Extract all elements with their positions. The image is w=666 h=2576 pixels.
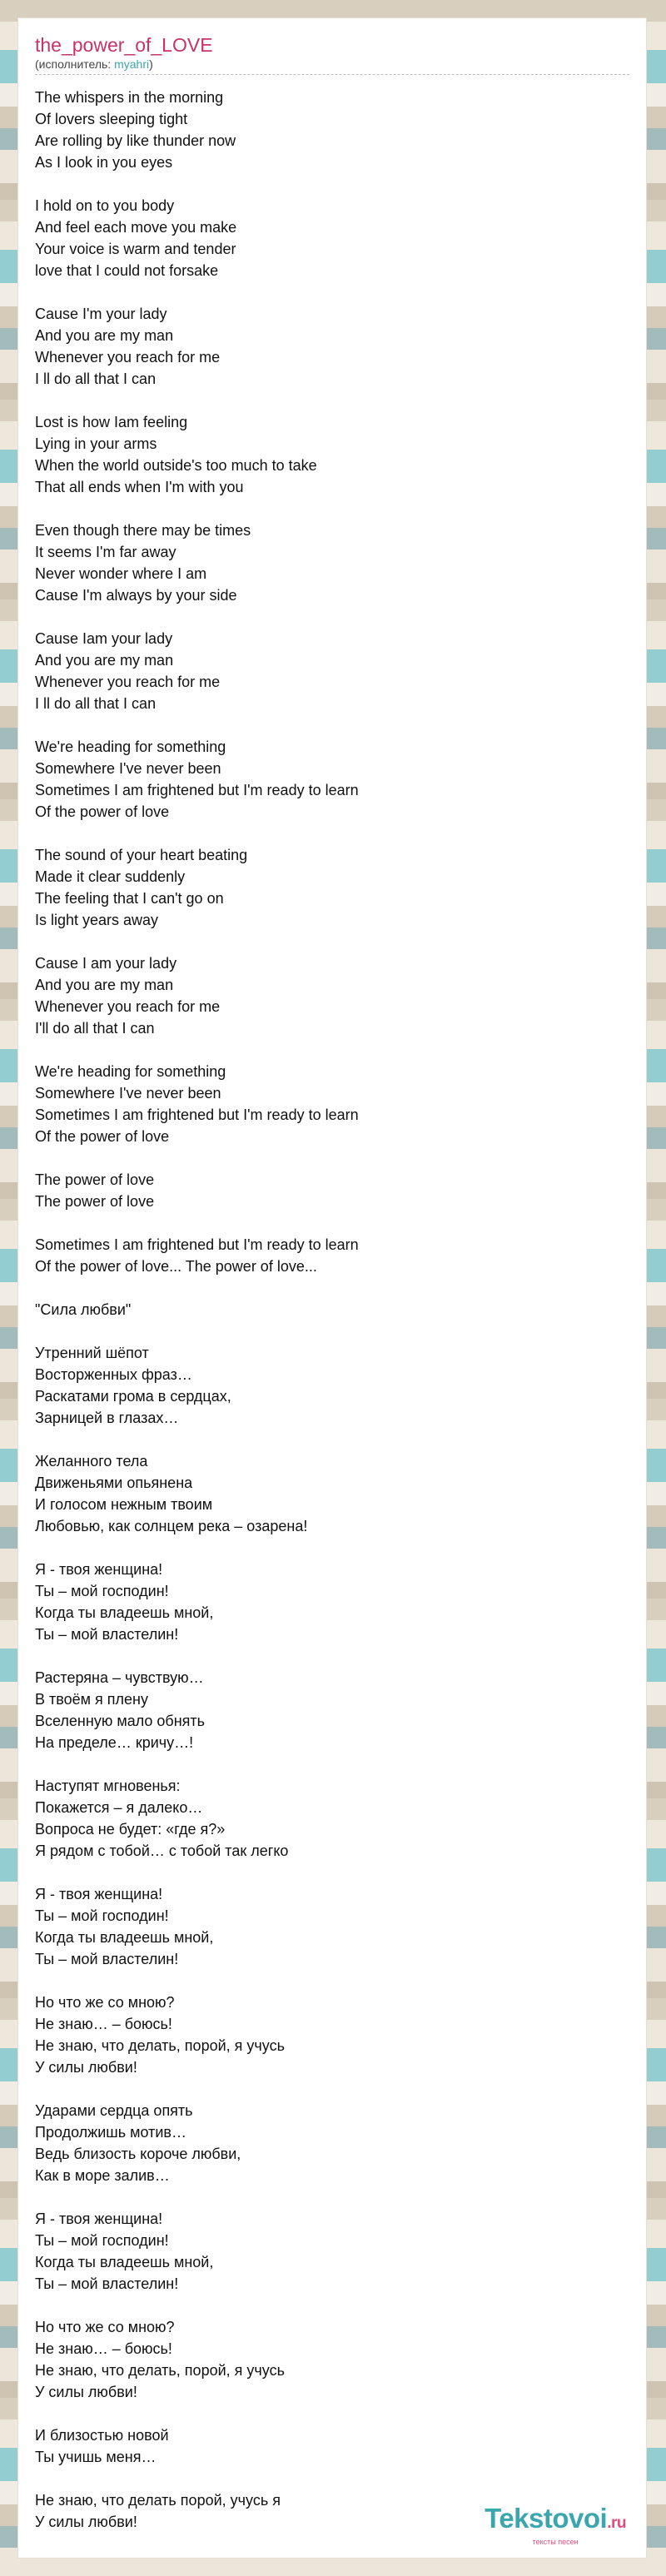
performer-suffix: ) [149,57,153,71]
lyric-line [35,1753,629,1775]
lyric-line: Я рядом с тобой… с тобой так легко [35,1842,289,1859]
lyric-line: Не знаю, что делать порой, учусь я [35,2492,281,2509]
lyric-line: Ты – мой господин! [35,1907,169,1924]
lyric-line: Не знаю… – боюсь! [35,2016,172,2032]
lyric-line: Cause I'm always by your side [35,587,237,604]
lyric-line: I hold on to you body [35,197,175,214]
lyric-line [35,931,629,952]
lyric-line [35,1537,629,1559]
performer-link[interactable]: myahri [114,57,150,71]
lyric-line: When the world outside's too much to take [35,457,317,474]
lyric-line: Продолжишь мотив… [35,2124,186,2141]
lyric-line [35,1320,629,1342]
lyric-line: Cause I'm your lady [35,306,167,322]
lyric-line: Раскатами грома в сердцах, [35,1388,231,1405]
lyric-line: Утренний шёпот [35,1345,149,1361]
lyrics-card [18,18,646,2558]
lyric-line [35,1212,629,1234]
lyric-line: Вселенную мало обнять [35,1713,206,1729]
lyric-line: Ты – мой властелин! [35,1951,179,1967]
lyric-line: "Сила любви" [35,1301,132,1318]
lyric-line: Of the power of love [35,803,170,820]
lyric-line [35,823,629,844]
lyric-line [35,606,629,628]
lyric-line: The feeling that I can't go on [35,890,224,907]
lyric-line: В твоём я плену [35,1691,148,1708]
lyric-line: Made it clear suddenly [35,868,186,885]
lyric-line: Lying in your arms [35,435,157,452]
lyric-line: И голосом нежным твоим [35,1496,213,1513]
lyric-line: I ll do all that I can [35,695,157,712]
lyric-line: Как в море залив… [35,2167,170,2184]
lyric-line: Whenever you reach for me [35,349,221,366]
lyric-line: У силы любви! [35,2514,137,2530]
lyric-line: Любовью, как солнцем река – озарена! [35,1518,308,1534]
lyric-line: Ты – мой властелин! [35,1626,179,1643]
lyric-line: Когда ты владеешь мной, [35,2254,214,2270]
lyric-line [35,1277,629,1299]
lyric-line: Не знаю, что делать, порой, я учусь [35,2037,285,2054]
lyric-line [35,498,629,520]
lyric-line: Ведь близость короче любви, [35,2146,241,2162]
lyric-line: love that I could not forsake [35,262,219,279]
song-header [35,33,629,75]
lyric-line [35,1039,629,1061]
lyric-line [35,173,629,195]
lyric-line: Желанного тела [35,1453,148,1470]
lyric-line: That all ends when I'm with you [35,479,244,495]
lyric-line [35,1645,629,1667]
lyric-line: Я - твоя женщина! [35,1886,163,1902]
lyric-line: Ты – мой господин! [35,1583,169,1599]
lyric-line: Когда ты владеешь мной, [35,1604,214,1621]
lyric-line: Не знаю, что делать, порой, я учусь [35,2362,285,2379]
lyric-line: Наступят мгновенья: [35,1778,181,1794]
performer-prefix: (исполнитель: [35,57,115,71]
lyric-line: Somewhere I've never been [35,1085,221,1102]
lyric-line: Of the power of love [35,1128,170,1145]
lyric-line: Cause I am your lady [35,955,177,972]
lyric-line: Не знаю… – боюсь! [35,2340,172,2357]
lyric-line: Я - твоя женщина! [35,2210,163,2227]
lyric-line: I ll do all that I can [35,370,157,387]
lyric-line: Cause Iam your lady [35,630,173,647]
lyric-line: Is light years away [35,912,159,928]
lyric-line: And you are my man [35,652,174,669]
lyric-line: Ты – мой властелин! [35,2275,179,2292]
lyric-line [35,1862,629,1883]
lyric-line: Ты учишь меня… [35,2449,157,2465]
lyric-line: As I look in you eyes [35,154,173,171]
lyric-line: Когда ты владеешь мной, [35,1929,214,1946]
lyric-line [35,2078,629,2100]
lyric-line: На пределе… кричу…! [35,1734,194,1751]
lyric-line: Я - твоя женщина! [35,1561,163,1578]
lyric-line: The power of love [35,1193,155,1210]
lyrics-text [35,87,629,2533]
lyric-line: And you are my man [35,977,174,993]
lyric-line [35,2295,629,2316]
lyric-line: The power of love [35,1171,155,1188]
lyric-line: Somewhere I've never been [35,760,221,777]
lyric-line: Зарницей в глазах… [35,1410,179,1426]
lyric-line [35,714,629,736]
lyric-line [35,2186,629,2208]
lyric-line: Ты – мой господин! [35,2232,169,2249]
lyric-line: Ударами сердца опять [35,2102,193,2119]
lyric-line: Your voice is warm and tender [35,241,236,257]
lyric-line: Покажется – я далеко… [35,1799,203,1816]
lyric-line [35,390,629,411]
lyric-line: It seems I'm far away [35,544,176,560]
lyric-line [35,281,629,303]
site-logo[interactable] [485,2504,626,2546]
lyric-line [35,1970,629,1992]
song-title: the_power_of_LOVE [35,34,213,56]
lyric-line: Whenever you reach for me [35,674,221,690]
lyric-line: Sometimes I am frightened but I'm ready to learn [35,1236,359,1253]
lyric-line: И близостью новой [35,2427,169,2444]
lyric-line: And you are my man [35,327,174,344]
lyric-line: Вопроса не будет: «где я?» [35,1821,226,1838]
logo-domain: .ru [607,2514,626,2532]
lyric-line: У силы любви! [35,2059,137,2076]
lyric-line: Whenever you reach for me [35,998,221,1015]
lyric-line: Even though there may be times [35,522,251,539]
lyric-line [35,1429,629,1450]
lyric-line: Sometimes I am frightened but I'm ready to learn [35,782,359,798]
lyric-line: Но что же со мною? [35,2319,175,2335]
lyric-line: Растеряна – чувствую… [35,1669,204,1686]
lyric-line: Of the power of love... The power of love... [35,1258,317,1275]
lyric-line: The sound of your heart beating [35,847,248,863]
lyric-line: Never wonder where I am [35,565,207,582]
lyric-line: And feel each move you make [35,219,237,236]
logo-tagline: тексты песен [532,2538,579,2546]
lyric-line: Движеньями опьянена [35,1474,193,1491]
lyric-line: We're heading for something [35,1063,226,1080]
logo-wordmark: Tekstovoi [485,2503,608,2534]
lyric-line: Are rolling by like thunder now [35,132,236,149]
lyric-line: У силы любви! [35,2384,137,2400]
lyric-line: The whispers in the morning [35,89,224,106]
lyric-line: Sometimes I am frightened but I'm ready to learn [35,1106,359,1123]
performer-line [35,57,629,75]
lyric-line: Восторженных фраз… [35,1366,192,1383]
lyric-line: Lost is how Iam feeling [35,414,188,430]
lyric-line [35,2468,629,2489]
lyric-line: Of lovers sleeping tight [35,111,188,127]
lyric-line: I'll do all that I can [35,1020,155,1037]
lyric-line: We're heading for something [35,738,226,755]
lyric-line: Но что же со мною? [35,1994,175,2011]
lyric-line [35,1147,629,1169]
lyric-line [35,2403,629,2424]
